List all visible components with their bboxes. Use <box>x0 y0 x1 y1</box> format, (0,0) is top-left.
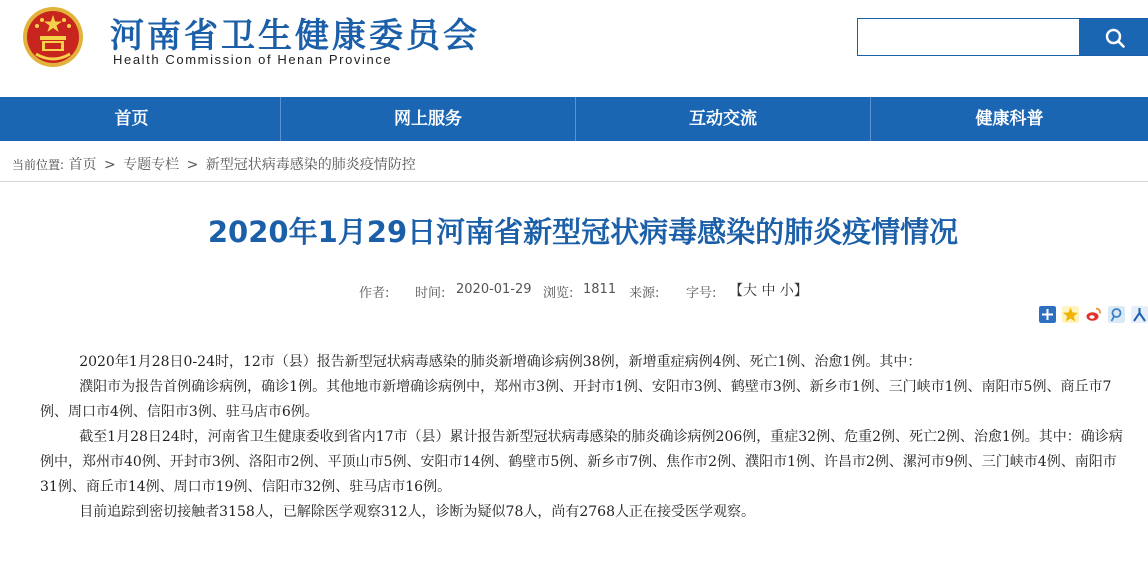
fontsize-bracket-close: 】 <box>793 283 808 299</box>
nav-item-home[interactable]: 首页 <box>114 109 149 129</box>
views-label: 浏览: <box>543 286 574 301</box>
breadcrumb-home-link[interactable]: 首页 <box>68 157 97 173</box>
source-label: 来源: <box>629 286 660 301</box>
breadcrumb-epidemic-link[interactable]: 新型冠状病毒感染的肺炎疫情防控 <box>205 157 416 173</box>
share-more-icon[interactable] <box>1039 306 1056 323</box>
share-qzone-icon[interactable] <box>1062 306 1079 323</box>
share-tencent-weibo-icon[interactable] <box>1108 306 1125 323</box>
breadcrumb-separator: > <box>186 157 199 173</box>
search-icon <box>1105 28 1125 48</box>
fontsize-bracket-open: 【 <box>729 283 743 299</box>
article-body <box>40 350 1130 525</box>
fontsize-medium-link[interactable]: 中 <box>761 283 776 299</box>
main-nav <box>0 97 1148 141</box>
article-paragraph: 濮阳市为报告首例确诊病例，确诊1例。其他地市新增确诊病例中，郑州市3例、开封市1例、安阳市3例、鹤壁市3例、新乡市1例、三门峡市1例、南阳市5例、商丘市7例、周口市4例、信阳市3例、驻马店市6例。 <box>40 379 1112 420</box>
time-value: 2020-01-29 <box>456 282 532 297</box>
breadcrumb-label: 当前位置: <box>12 158 65 172</box>
nav-item-health-science[interactable]: 健康科普 <box>975 109 1044 129</box>
breadcrumb <box>12 154 416 174</box>
breadcrumb-divider <box>0 181 1148 182</box>
fontsize-selector <box>729 280 808 300</box>
fontsize-large-link[interactable]: 大 <box>743 283 757 299</box>
national-emblem-icon <box>22 6 84 68</box>
time-label: 时间: <box>415 286 446 301</box>
author-label: 作者: <box>359 286 390 301</box>
article-paragraph: 2020年1月28日0-24时，12市（县）报告新型冠状病毒感染的肺炎新增确诊病例38例，新增重症病例4例、死亡1例、治愈1例。其中： <box>79 354 922 370</box>
breadcrumb-special-topics-link[interactable]: 专题专栏 <box>123 157 180 173</box>
search-input[interactable] <box>858 19 1079 55</box>
article-paragraph: 目前追踪到密切接触者3158人，已解除医学观察312人，诊断为疑似78人，尚有2768人正在接受医学观察。 <box>79 504 755 520</box>
breadcrumb-separator: > <box>103 157 116 173</box>
article-title: 2020年1月29日河南省新型冠状病毒感染的肺炎疫情情况 <box>207 215 959 249</box>
site-header <box>0 0 1148 96</box>
fontsize-small-link[interactable]: 小 <box>779 283 794 299</box>
fontsize-label: 字号: <box>686 286 717 301</box>
share-weibo-icon[interactable] <box>1085 306 1102 323</box>
site-subtitle: Health Commission of Henan Province <box>113 52 393 67</box>
nav-item-online-services[interactable]: 网上服务 <box>394 109 462 129</box>
article-paragraph: 截至1月28日24时，河南省卫生健康委收到省内17市（县）累计报告新型冠状病毒感染的肺炎确诊病例206例，重症32例、危重2例、死亡2例、治愈1例。其中：确诊病例中，郑州市40例、开封市3例、洛阳市2例、平顶山市5例、安阳市14例、鹤壁市5例、新乡市7例、焦作市2例、濮阳市1例、许昌市2例、漯河市9例、三门峡市4例、南阳市31例、商丘市14例、周口市19例、信阳市32例、驻马店市16例。 <box>40 429 1123 495</box>
search-box <box>857 18 1148 56</box>
search-button[interactable] <box>1079 19 1148 55</box>
site-title: 河南省卫生健康委员会 <box>110 16 480 56</box>
nav-item-interaction[interactable]: 互动交流 <box>689 109 757 129</box>
share-renren-icon[interactable] <box>1131 306 1148 323</box>
views-value: 1811 <box>583 282 617 297</box>
